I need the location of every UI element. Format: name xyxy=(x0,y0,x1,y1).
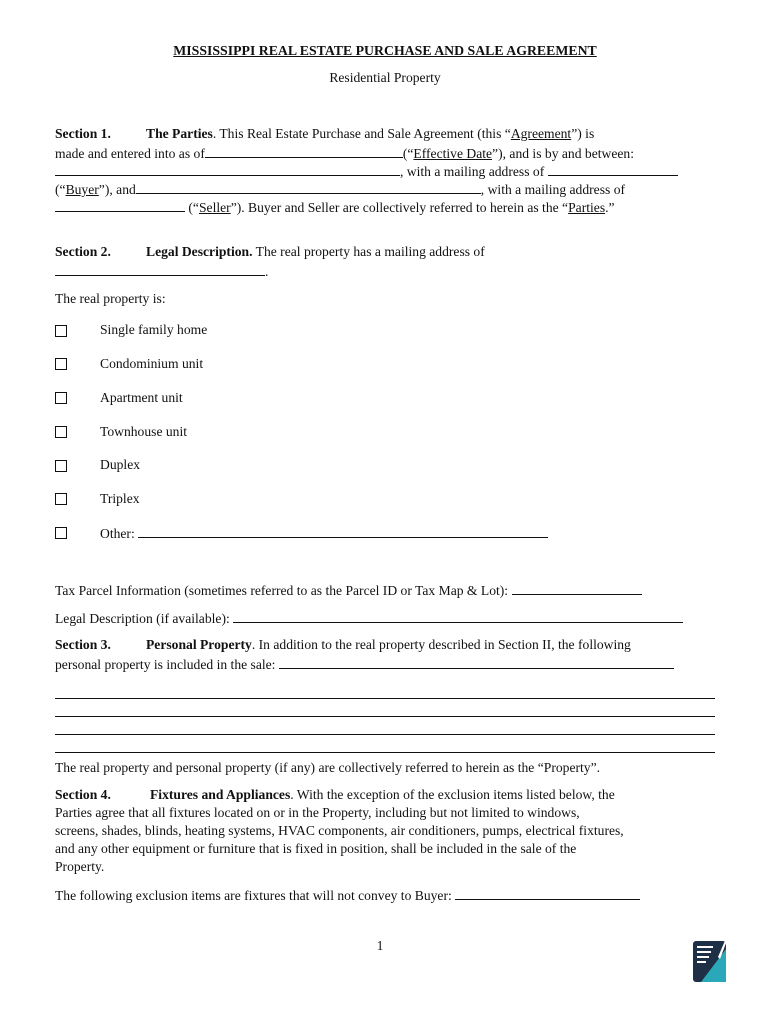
term-parties: Parties xyxy=(568,200,606,215)
seller-address-blank[interactable] xyxy=(55,199,185,212)
section1-line2 xyxy=(55,145,634,162)
document-logo-icon xyxy=(692,935,728,983)
checkbox-apartment[interactable] xyxy=(55,392,67,404)
section1-label: Section 1. xyxy=(55,126,111,141)
section1-text: . This Real Estate Purchase and Sale Agreement (this “ xyxy=(212,126,511,141)
section4-heading: Fixtures and Appliances xyxy=(150,787,291,802)
section4-line3: screens, shades, blinds, heating systems, HVAC components, air conditioners, pumps, electrical fixtures, xyxy=(55,823,624,838)
section1-heading: The Parties xyxy=(146,126,213,141)
section4-line2: Parties agree that all fixtures located on or in the Property, including but not limited to windows, xyxy=(55,805,580,820)
section3-line1 xyxy=(55,637,631,653)
section4-line4: and any other equipment or furniture that is fixed in position, shall be included in the sale of the xyxy=(55,841,577,856)
option-label: Triplex xyxy=(100,491,140,506)
checkbox-triplex[interactable] xyxy=(55,493,67,505)
section4-line1 xyxy=(55,787,615,803)
section1-line3 xyxy=(55,163,678,180)
option-label: Single family home xyxy=(100,322,208,337)
seller-name-blank[interactable] xyxy=(136,181,481,194)
section1-line1 xyxy=(55,126,594,142)
exclusions-line xyxy=(55,887,640,904)
section1-line5 xyxy=(55,199,615,216)
section2-line1 xyxy=(55,244,485,260)
section1-text: ”) is xyxy=(571,126,595,141)
option-label: Townhouse unit xyxy=(100,424,188,439)
property-type-intro: The real property is: xyxy=(55,291,166,306)
checkbox-townhouse[interactable] xyxy=(55,426,67,438)
tax-parcel-label: Tax Parcel Information (sometimes referred to as the Parcel ID or Tax Map & Lot): xyxy=(55,583,509,598)
buyer-address-blank[interactable] xyxy=(548,163,678,176)
section1-text: , with a mailing address of xyxy=(480,182,626,197)
personal-property-line-2[interactable] xyxy=(55,716,715,717)
personal-property-blank[interactable] xyxy=(279,656,674,669)
checkbox-single-family[interactable] xyxy=(55,325,67,337)
section3-text: personal property is included in the sale: xyxy=(55,657,276,672)
other-type-blank[interactable] xyxy=(138,525,548,538)
page-number: 1 xyxy=(376,938,384,953)
section2-label: Section 2. xyxy=(55,244,111,259)
section4-line5: Property. xyxy=(55,859,105,874)
personal-property-line-1[interactable] xyxy=(55,698,715,699)
option-label: Apartment unit xyxy=(100,390,183,405)
section1-text: ”), and is by and between: xyxy=(492,146,634,161)
personal-property-line-3[interactable] xyxy=(55,734,715,735)
section1-text: .” xyxy=(605,200,615,215)
tax-parcel-line xyxy=(55,582,642,599)
legal-description-label: Legal Description (if available): xyxy=(55,611,230,626)
option-other xyxy=(100,525,548,542)
exclusions-label: The following exclusion items are fixtures that will not convey to Buyer: xyxy=(55,888,452,903)
section1-text: made and entered into as of xyxy=(55,146,205,161)
section3-heading: Personal Property xyxy=(146,637,252,652)
section2-line2 xyxy=(55,263,268,280)
property-definition: The real property and personal property (if any) are collectively referred to herein as the “Property”. xyxy=(55,760,601,775)
legal-description-line xyxy=(55,610,683,627)
tax-parcel-blank[interactable] xyxy=(512,582,642,595)
option-label: Duplex xyxy=(100,457,141,472)
personal-property-line-4[interactable] xyxy=(55,752,715,753)
effective-date-blank[interactable] xyxy=(205,145,403,158)
section2-text: . xyxy=(265,264,269,279)
exclusions-blank[interactable] xyxy=(455,887,640,900)
term-seller: Seller xyxy=(198,200,231,215)
term-effective-date: Effective Date xyxy=(413,146,493,161)
section1-text: (“ xyxy=(185,200,199,215)
checkbox-condominium[interactable] xyxy=(55,358,67,370)
document-title: MISSISSIPPI REAL ESTATE PURCHASE AND SALE AGREEMENT xyxy=(173,43,597,58)
option-label: Other: xyxy=(100,526,135,541)
legal-description-blank[interactable] xyxy=(233,610,683,623)
option-label: Condominium unit xyxy=(100,356,204,371)
section1-text: ”), and xyxy=(98,182,136,197)
section2-heading: Legal Description. xyxy=(146,244,253,259)
section3-line2 xyxy=(55,656,674,673)
checkbox-duplex[interactable] xyxy=(55,460,67,472)
section1-text: ”). Buyer and Seller are collectively referred to herein as the “ xyxy=(230,200,569,215)
section2-text: The real property has a mailing address of xyxy=(252,244,485,259)
section1-line4: (“Buyer”), and , with a mailing address of xyxy=(55,182,626,197)
checkbox-other[interactable] xyxy=(55,527,67,539)
section4-text: . With the exception of the exclusion items listed below, the xyxy=(290,787,615,802)
buyer-name-blank[interactable] xyxy=(55,163,400,176)
section1-text: , with a mailing address of xyxy=(400,164,545,179)
section3-text: . In addition to the real property described in Section II, the following xyxy=(251,637,631,652)
section4-label: Section 4. xyxy=(55,787,111,802)
term-agreement: Agreement xyxy=(510,126,572,141)
property-address-blank[interactable] xyxy=(55,263,265,276)
section1-text: (“ xyxy=(402,146,414,161)
section3-label: Section 3. xyxy=(55,637,111,652)
term-buyer: Buyer xyxy=(65,182,99,197)
document-subtitle: Residential Property xyxy=(329,70,441,85)
